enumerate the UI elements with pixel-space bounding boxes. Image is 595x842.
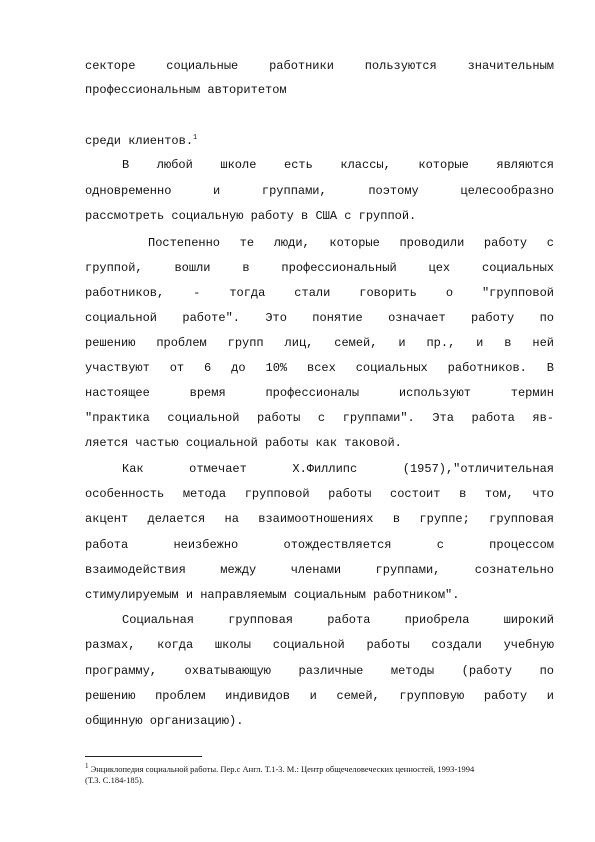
- text-line: общинную организацию).: [85, 714, 244, 728]
- footnote-line: [85, 762, 555, 774]
- text-line: стимулируемым и направляемым социальным работником".: [85, 588, 460, 602]
- text-line: работников, - тогда стали говорить о "групповой: [85, 286, 554, 300]
- text-line: В любой школе есть классы, которые являются: [122, 158, 554, 172]
- text-line: решению проблем индивидов и семей, групповую работу и: [85, 689, 554, 703]
- footnote-text: Энциклопедия социальной работы. Пер.с Англ. Т.1-3. М.: Центр общечеловеческих ценностей, 1993-1994: [90, 763, 475, 774]
- text-line: секторе социальные работники пользуются значительным: [85, 59, 554, 73]
- text-line: Постепенно те люди, которые проводили работу с: [148, 236, 554, 250]
- footnote-line: (Т.3. С.184-185).: [85, 775, 144, 785]
- text-line: Как отмечает Х.Филлипс (1957),"отличительная: [122, 462, 554, 476]
- text-line: [85, 134, 554, 148]
- text-line: взаимодействия между членами группами, сознательно: [85, 563, 554, 577]
- text-line: группой, вошли в профессиональный цех социальных: [85, 261, 554, 275]
- text-line-content: среди клиентов.: [85, 134, 194, 148]
- text-line: акцент делается на взаимоотношениях в группе; групповая: [85, 512, 554, 526]
- text-line: социальной работе". Это понятие означает работу по: [85, 311, 554, 325]
- text-line: "практика социальной работы с группами". Эта работа яв-: [85, 411, 554, 425]
- text-line: профессиональным авторитетом: [85, 83, 287, 97]
- text-line: программу, охватывающую различные методы (работу по: [85, 664, 554, 678]
- text-line: настоящее время профессионалы используют термин: [85, 386, 554, 400]
- text-line: одновременно и группами, поэтому целесообразно: [85, 184, 554, 198]
- footnote-marker: 1: [85, 762, 89, 770]
- text-line: работа неизбежно отождествляется с процессом: [85, 538, 554, 552]
- text-line: размах, когда школы социальной работы создали учебную: [85, 638, 554, 652]
- text-line: рассмотреть социальную работу в США с группой.: [85, 209, 417, 223]
- text-line: ляется частью социальной работы как таковой.: [85, 436, 402, 450]
- text-line: участвуют от 6 до 10% всех социальных работников. В: [85, 361, 554, 375]
- text-line: особенность метода групповой работы состоит в том, что: [85, 487, 554, 501]
- text-line: решению проблем групп лиц, семей, и пр., и в ней: [85, 336, 554, 350]
- text-line: Социальная групповая работа приобрела широкий: [122, 613, 554, 627]
- footnote-divider: [85, 756, 202, 757]
- footnote-marker: 1: [193, 134, 198, 142]
